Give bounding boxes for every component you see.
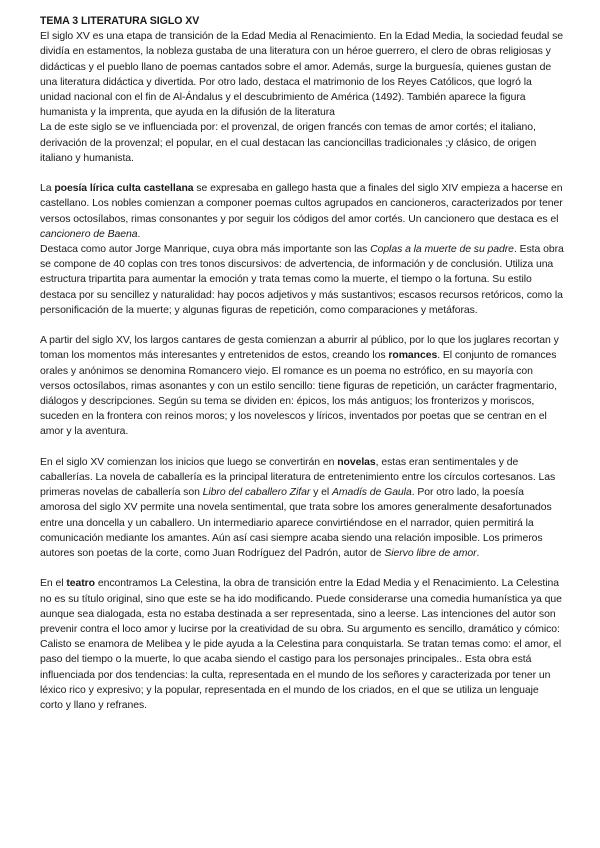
zifar-title: Libro del caballero Zifar <box>202 487 311 499</box>
teatro-keyword: teatro <box>66 578 95 590</box>
novelas-pre: En el siglo XV comienzan los inicios que luego se convertirán en <box>40 456 338 468</box>
cancionero-title: cancionero de Baena <box>40 228 138 240</box>
siervo-title: Siervo libre de amor <box>384 548 477 560</box>
paragraph-gap <box>40 440 564 455</box>
paragraph-gap <box>40 166 564 181</box>
document-title: TEMA 3 LITERATURA SIGLO XV <box>40 15 200 27</box>
amadis-title: Amadís de Gaula <box>331 487 412 499</box>
lirica-pre: La <box>40 183 55 195</box>
intro-paragraph-1 <box>40 29 564 120</box>
paragraph-gap <box>40 318 564 333</box>
lirica-text: se expresaba en gallego hasta que a finales del siglo XIV empieza a hacerse en castellano. Los nobles comienzan a componer poemas cultos agrupados en cancioneros, caracterizados por tener versos octosílabos, rimas consonantes y por seguir los códigos del amor cortés. Un cancionero que destaca es el <box>40 183 563 225</box>
intro-text-b: Además, surge la burguesía, quienes gustan de una literatura didáctica y divertida. Por otro lado, destaca el matrimonio de los Reyes Católicos, que logró la unidad nacional con el fin de Al-Ándalus y el descubrimiento de América (1492). También aparece la figura humanista y la imprenta, que ayuda en la difusión de la literatura <box>40 61 552 119</box>
lirica-paragraph-2 <box>40 242 564 318</box>
novelas-keyword: novelas <box>337 456 376 468</box>
teatro-text: encontramos La Celestina, la obra de transición entre la Edad Media y el Renacimiento. La Celestina no es su título original, sino que este se ha ido modificando. Puede considerarse una comedia humanística ya que aunque sea dialogada, esta no estaba destinada a ser representada, sino a leerse. Las intenciones del autor son prevenir contra el loco amor y lucirse por la creatividad de su obra. Su argumento es sencillo, dramático y cómico: Calisto se enamora de Melibea y le pide ayuda a la Celestina para conquistarla. Se tratan temas como: el amor, el paso del tiempo o la muerte, lo que acaba siendo el castigo para los personajes principales.. Esta obra está influenciada por dos tendencias: la culta, representada en el mundo de los señores y caracterizada por tener un léxico rico y expresivo; y la popular, representada en el mundo de los criados, en el que se utiliza un lenguaje corto y llano y refranes. <box>40 578 562 712</box>
lirica-end: . <box>137 228 141 240</box>
romances-paragraph <box>40 333 564 439</box>
manrique-text: . Esta obra se compone de 40 coplas con tres tonos discursivos: de advertencia, de información y de conclusión. Utiliza una estructura tripartita para aumentar la emoción y trata temas como la muerte, el tiempo o la fortuna. Su estilo destaca por su sencillez y naturalidad: hay pocos adjetivos y más sustantivos; escasos recursos retóricos, como la personificación de la muerte; y algunas figuras de repetición, como comparaciones y metáforas. <box>40 244 564 316</box>
romances-keyword: romances <box>388 350 438 362</box>
teatro-paragraph <box>40 576 564 713</box>
lirica-paragraph-1 <box>40 181 564 242</box>
novelas-text-1: , estas eran sentimentales y de caballerías. La novela de caballería es la principal literatura de entretenimiento entre los círculos cortesanos. Las primeras novelas de caballería son <box>40 456 556 499</box>
romances-pre: A partir del siglo XV, los largos cantares de gesta comienzan a aburrir al público, por lo que los juglares recortan y toman los momentos más interesantes y entretenidos de estos, creando los <box>40 335 559 362</box>
intro-text-a: El siglo XV es una etapa de transición de la Edad Media al Renacimiento. En la Edad Media, la sociedad feudal se dividía en estamentos, la nobleza gustaba de una literatura con un héroe guerrero, el clero de obras religiosas y didácticas y el pueblo llano de poemas cantados sobre el amor. <box>40 31 564 73</box>
manrique-pre: Destaca como autor Jorge Manrique, cuya obra más importante son las <box>40 244 371 256</box>
document-page <box>40 14 564 713</box>
romances-text: . El conjunto de romances orales y anónimos se denomina Romancero viejo. El romance es un poema no estrófico, en su mayoría con versos octosílabos, rimas asonantes y con un estilo sencillo: tiene figuras de repetición, un carácter fragmentario, diálogos y descripciones. Según su tema se dividen en: épicos, los más antiguos; los fronterizos y moriscos, suceden en la frontera con reinos moros; y los novelescos y líricos, inventados por poetas que se centran en el amor y la aventura. <box>40 350 557 438</box>
coplas-title: Coplas a la muerte de su padre <box>370 244 514 256</box>
intro-paragraph-2: La de este siglo se ve influenciada por: el provenzal, de origen francés con temas de amor cortés; el italiano, derivación de la provenzal; el popular, en el cual destacan las cancioncillas tradicionales ;y clásico, de origen italiano y humanista. <box>40 122 537 164</box>
lirica-keyword: poesía lírica culta castellana <box>54 183 194 195</box>
novelas-end: . <box>476 548 480 560</box>
paragraph-gap <box>40 561 564 576</box>
novelas-mid: y el <box>310 487 332 499</box>
teatro-pre: En el <box>40 578 67 590</box>
novelas-text-2: . Por otro lado, la poesía amorosa del siglo XV permite una novela sentimental, que trata sobre los amores generalmente desafortunados entre una doncella y un caballero. Un intermediario aparece convirtiéndose en el narrador, quien permitirá la comunicación mediante los amantes. Aún así casi siempre acaba siendo una relación imposible. Los primeros autores son poetas de la corte, como Juan Rodríguez del Padrón, autor de <box>40 487 552 560</box>
novelas-paragraph <box>40 455 564 561</box>
